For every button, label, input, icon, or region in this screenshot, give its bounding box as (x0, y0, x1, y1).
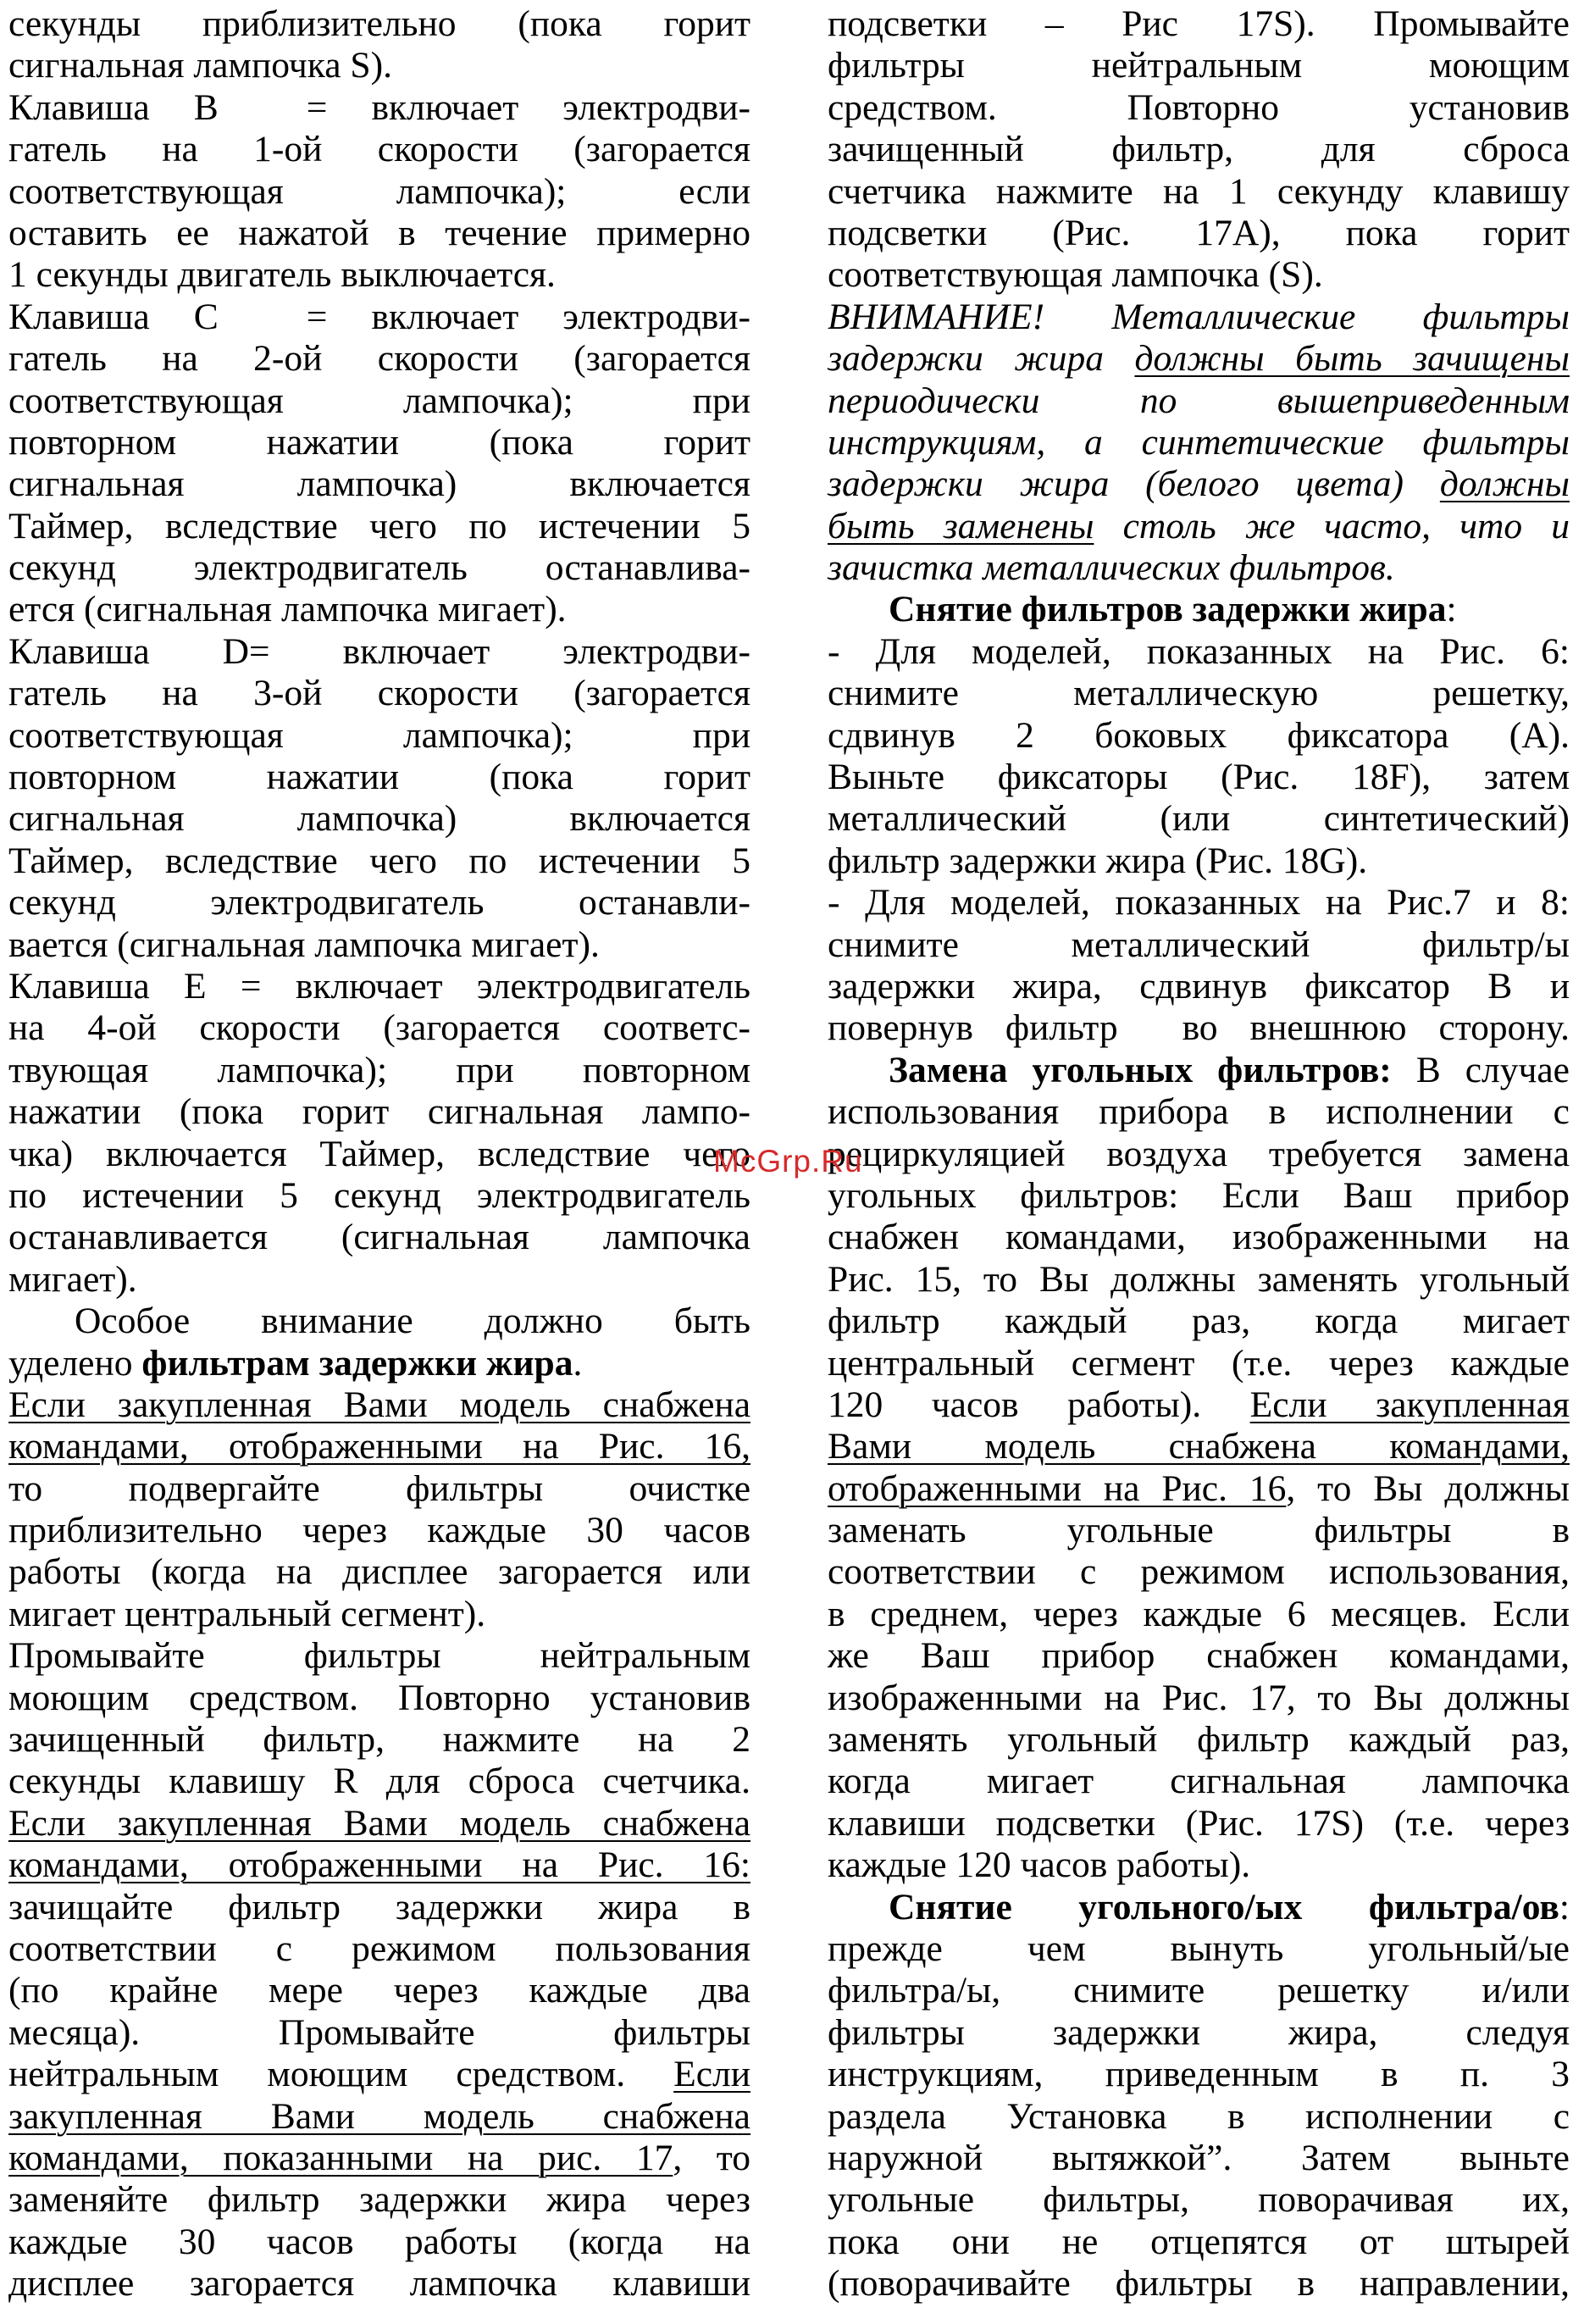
text-line (8, 1343, 750, 1384)
text-segment: пока они не отцепятся от штырей (828, 2221, 1570, 2262)
text-line (8, 2012, 750, 2054)
text-line (828, 798, 1570, 840)
text-line (8, 87, 750, 129)
text-segment: моющим средством. Повторно установив (8, 1677, 750, 1718)
text-segment: счетчика нажмите на 1 секунду клавишу (828, 170, 1570, 212)
text-line (8, 1091, 750, 1133)
text-line (8, 1468, 750, 1510)
text-line (828, 1844, 1570, 1886)
text-line (828, 1594, 1570, 1635)
text-segment: фильтр каждый раз, когда мигает (828, 1301, 1570, 1342)
text-segment: зачистка металлических фильтров. (828, 547, 1395, 589)
text-line (8, 1259, 750, 1301)
text-line (8, 882, 750, 923)
text-line (828, 673, 1570, 714)
text-segment: командами, показанными на рис. 17 (8, 2137, 673, 2178)
text-line (828, 2263, 1570, 2305)
text-segment: то подвергайте фильтры очистке (8, 1467, 750, 1509)
text-line (828, 87, 1570, 129)
text-segment: повторном нажатии (пока горит (8, 421, 750, 463)
text-line (828, 1007, 1570, 1049)
text-line (828, 757, 1570, 798)
text-segment: соответствующая лампочка); если (8, 170, 750, 212)
text-segment: сдвинув 2 боковых фиксатора (A). (828, 714, 1570, 756)
text-segment: изображенными на Рис. 17, то Вы должны (828, 1677, 1570, 1718)
text-line (8, 1970, 750, 2011)
text-segment: . (573, 1342, 583, 1384)
text-line (828, 380, 1570, 422)
text-line (8, 966, 750, 1007)
text-segment: нейтральным моющим средством. (8, 2054, 674, 2095)
text-segment: 1 секунды двигатель выключается. (8, 254, 556, 296)
text-line (828, 1134, 1570, 1175)
text-segment: Рис. 15, то Вы должны заменять угольный (828, 1258, 1570, 1300)
text-line (828, 1301, 1570, 1342)
text-segment: фильтры нейтральным моющим (828, 45, 1570, 86)
text-segment: в среднем, через каждые 6 месяцев. Если (828, 1593, 1570, 1634)
text-line (8, 1928, 750, 1970)
text-segment: заменять угольный фильтр каждый раз, (828, 1719, 1570, 1761)
text-segment: наружной вытяжкой”. Затем выньте (828, 2137, 1570, 2178)
text-segment: фильтры задержки жира, следуя (828, 2011, 1570, 2053)
text-segment: дисплее загорается лампочка клавиши (8, 2263, 750, 2305)
text-line (828, 2096, 1570, 2138)
text-segment: заменяйте фильтр задержки жира через (8, 2179, 750, 2221)
text-segment: Замена угольных фильтров: (889, 1049, 1392, 1090)
text-line (828, 297, 1570, 338)
text-line (828, 506, 1570, 547)
text-segment: мигает центральный сегмент). (8, 1593, 486, 1634)
text-line (828, 254, 1570, 296)
text-segment: прежде чем вынуть угольный/ые (828, 1927, 1570, 1969)
text-segment: соответствующая лампочка); при (8, 380, 750, 421)
text-line (828, 966, 1570, 1007)
text-segment: быть заменены (828, 505, 1094, 546)
text-line (8, 1551, 750, 1593)
text-line (8, 506, 750, 547)
text-segment: чка) включается Таймер, вследствие чего (8, 1133, 750, 1174)
text-line (8, 1719, 750, 1761)
text-line (828, 338, 1570, 380)
text-line (8, 1635, 750, 1677)
text-segment: (по крайне мере через каждые два (8, 1970, 750, 2011)
text-segment: снабжен командами, изображенными на (828, 1217, 1570, 1258)
text-segment: соответствующая лампочка (S). (828, 254, 1323, 296)
text-line (8, 589, 750, 630)
text-line (8, 338, 750, 380)
text-segment: Особое внимание должно быть (75, 1301, 750, 1342)
text-line (8, 798, 750, 840)
text-segment: (поворачивайте фильтры в направлении, (828, 2263, 1570, 2305)
text-line (828, 1510, 1570, 1551)
text-segment: сигнальная лампочка) включается (8, 798, 750, 840)
text-segment: задержки жира (828, 338, 1135, 380)
text-line (828, 463, 1570, 505)
text-segment: Вами модель снабжена командами, (828, 1426, 1570, 1467)
text-segment: вается (сигнальная лампочка мигает). (8, 923, 600, 965)
text-line (828, 2054, 1570, 2095)
text-segment: центральный сегмент (т.е. через каждые (828, 1342, 1570, 1384)
text-segment: угольных фильтров: Если Ваш прибор (828, 1174, 1570, 1216)
text-segment: секунды приблизительно (пока горит (8, 3, 750, 44)
text-segment: Выньте фиксаторы (Рис. 18F), затем (828, 757, 1570, 798)
text-line (8, 45, 750, 86)
right-text-column (828, 3, 1570, 2305)
text-line (8, 129, 750, 170)
text-segment: клавиши подсветки (Рис. 17S) (т.е. через (828, 1802, 1570, 1844)
text-segment: , то (673, 2137, 750, 2178)
text-line (8, 380, 750, 422)
text-line (828, 1175, 1570, 1217)
text-line (8, 1384, 750, 1426)
text-segment: периодически по вышеприведенным (828, 380, 1570, 421)
text-segment: : (1446, 589, 1457, 630)
text-segment: - Для моделей, показанных на Рис. 6: (828, 630, 1570, 672)
text-segment: соответствующая лампочка); при (8, 714, 750, 756)
text-segment: когда мигает сигнальная лампочка (828, 1761, 1570, 1802)
text-line (8, 2263, 750, 2305)
text-segment: каждые 120 часов работы). (828, 1844, 1251, 1886)
text-line (8, 1678, 750, 1719)
text-segment: зачищайте фильтр задержки жира в (8, 1886, 750, 1927)
text-segment: задержки жира (белого цвета) (828, 463, 1440, 505)
text-segment: заменать угольные фильтры в (828, 1510, 1570, 1551)
text-line (8, 1175, 750, 1217)
text-segment: Если закупленная Вами модель снабжена (8, 1384, 750, 1425)
text-segment: Клавиша E = включает электродвигатель (8, 965, 750, 1007)
text-segment: подсветки – Рис 17S). Промывайте (828, 3, 1570, 44)
text-segment: снимите металлическую решетку, (828, 673, 1570, 714)
text-line (8, 1761, 750, 1802)
text-segment: соответствии с режимом пользования (8, 1927, 750, 1969)
text-segment: средством. Повторно установив (828, 86, 1570, 128)
text-line (8, 1007, 750, 1049)
text-line (8, 631, 750, 673)
text-line (8, 715, 750, 757)
text-line (828, 1551, 1570, 1593)
text-segment: соответствии с режимом использования, (828, 1551, 1570, 1593)
text-segment: сигнальная лампочка S). (8, 45, 392, 86)
text-line (828, 1803, 1570, 1844)
text-segment: 120 часов работы). (828, 1384, 1250, 1425)
text-segment: ВНИМАНИЕ! Металлические фильтры (828, 296, 1570, 337)
text-line (8, 297, 750, 338)
text-line (8, 2221, 750, 2263)
text-segment: секунды клавишу R для сброса счетчика. (8, 1761, 750, 1802)
text-line (8, 2138, 750, 2179)
text-segment: Снятие фильтров задержки жира (889, 589, 1447, 630)
text-line (828, 1343, 1570, 1384)
text-line (8, 2096, 750, 2138)
text-line (828, 2221, 1570, 2263)
text-segment: инструкциям, а синтетические фильтры (828, 421, 1570, 463)
text-segment: повернув фильтр во внешнюю сторону. (828, 1007, 1570, 1049)
text-segment: рециркуляцией воздуха требуется замена (828, 1133, 1570, 1174)
text-line (8, 673, 750, 714)
text-segment: угольные фильтры, поворачивая их, (828, 2179, 1570, 2221)
text-line (8, 1301, 750, 1342)
text-segment: ется (сигнальная лампочка мигает). (8, 589, 567, 630)
text-line (828, 422, 1570, 463)
text-segment: фильтра/ы, снимите решетку и/или (828, 1970, 1570, 2011)
left-text-column (8, 3, 750, 2305)
text-segment: зачищенный фильтр, для сброса (828, 129, 1570, 170)
watermark: McGrp.Ru (713, 1144, 863, 1179)
text-line (828, 1928, 1570, 1970)
text-segment: В случае (1391, 1049, 1570, 1090)
text-segment: мигает). (8, 1258, 137, 1300)
text-line (828, 1259, 1570, 1301)
text-segment: использования прибора в исполнении с (828, 1091, 1570, 1133)
text-line (828, 715, 1570, 757)
text-segment: фильтр задержки жира (Рис. 18G). (828, 840, 1368, 881)
text-line (828, 1635, 1570, 1677)
text-segment: Клавиша B = включает электродви- (8, 86, 750, 128)
text-line (828, 1217, 1570, 1258)
text-segment: Таймер, вследствие чего по истечении 5 (8, 505, 750, 546)
text-segment: Снятие угольного/ых фильтра/ов (889, 1886, 1559, 1927)
text-segment: задержки жира, сдвинув фиксатор B и (828, 965, 1570, 1007)
text-line (8, 1426, 750, 1467)
text-segment: фильтрам задержки жира (141, 1342, 573, 1384)
text-line (8, 1594, 750, 1635)
text-line (828, 45, 1570, 86)
text-segment: нажатии (пока горит сигнальная лампо- (8, 1091, 750, 1133)
text-line (8, 1217, 750, 1258)
text-line (828, 1678, 1570, 1719)
text-line (8, 757, 750, 798)
text-line (8, 2054, 750, 2095)
text-segment: должны (1439, 463, 1570, 505)
text-line (8, 254, 750, 296)
text-line (828, 589, 1570, 630)
text-segment: повторном нажатии (пока горит (8, 757, 750, 798)
text-segment: зачищенный фильтр, нажмите на 2 (8, 1719, 750, 1761)
text-line (828, 129, 1570, 170)
text-segment: гатель на 2-ой скорости (загорается (8, 338, 750, 380)
text-line (8, 422, 750, 463)
text-line (8, 1844, 750, 1886)
text-segment: приблизительно через каждые 30 часов (8, 1510, 750, 1551)
text-line (8, 463, 750, 505)
text-segment: оставить ее нажатой в течение примерно (8, 212, 750, 253)
text-line (828, 840, 1570, 882)
text-line (828, 1426, 1570, 1467)
text-segment: работы (когда на дисплее загорается или (8, 1551, 750, 1593)
text-line (828, 1970, 1570, 2011)
text-line (8, 547, 750, 589)
text-segment: на 4-ой скорости (загорается соответс- (8, 1007, 750, 1049)
text-line (828, 1050, 1570, 1091)
text-segment: снимите металлический фильтр/ы (828, 923, 1570, 965)
text-segment: подсветки (Рис. 17A), пока горит (828, 212, 1570, 253)
text-segment: секунд электродвигатель останавлива- (8, 547, 750, 589)
text-line (828, 924, 1570, 966)
text-segment: гатель на 1-ой скорости (загорается (8, 129, 750, 170)
text-segment: отображенными на Рис. 16 (828, 1467, 1287, 1509)
text-segment: : (1559, 1886, 1570, 1927)
text-segment: секунд электродвигатель останавли- (8, 882, 750, 923)
text-line (828, 3, 1570, 45)
text-line (828, 1761, 1570, 1802)
text-segment: твующая лампочка); при повторном (8, 1049, 750, 1090)
text-segment: же Ваш прибор снабжен командами, (828, 1635, 1570, 1677)
text-segment: Клавиша C = включает электродви- (8, 296, 750, 337)
text-segment: Если закупленная Вами модель снабжена (8, 1802, 750, 1844)
text-segment: командами, отображенными на Рис. 16, (8, 1426, 750, 1467)
text-segment: столь же часто, что и (1094, 505, 1570, 546)
text-line (8, 1510, 750, 1551)
text-line (828, 882, 1570, 923)
text-line (828, 1468, 1570, 1510)
text-line (8, 1887, 750, 1928)
text-segment: - Для моделей, показанных на Рис.7 и 8: (828, 882, 1570, 923)
text-line (8, 171, 750, 213)
text-line (8, 924, 750, 966)
text-line (8, 3, 750, 45)
text-line (828, 1384, 1570, 1426)
text-line (8, 1134, 750, 1175)
text-line (8, 840, 750, 882)
text-segment: раздела Установка в исполнении с (828, 2095, 1570, 2137)
text-segment: , то Вы должны (1286, 1467, 1570, 1509)
text-line (828, 213, 1570, 254)
text-segment: Если закупленная (1249, 1384, 1570, 1425)
text-line (828, 2179, 1570, 2221)
text-segment: уделено (8, 1342, 142, 1384)
text-line (8, 213, 750, 254)
text-segment: инструкциям, приведенным в п. 3 (828, 2054, 1570, 2095)
text-line (8, 1050, 750, 1091)
text-segment: сигнальная лампочка) включается (8, 463, 750, 505)
text-line (828, 171, 1570, 213)
text-line (828, 547, 1570, 589)
text-line (8, 2179, 750, 2221)
text-segment: закупленная Вами модель снабжена (8, 2095, 750, 2137)
text-segment: должны быть зачищены (1134, 338, 1570, 380)
text-segment: Промывайте фильтры нейтральным (8, 1635, 750, 1677)
text-segment: гатель на 3-ой скорости (загорается (8, 673, 750, 714)
text-line (828, 1091, 1570, 1133)
text-segment: Клавиша D= включает электродви- (8, 630, 750, 672)
text-line (828, 1719, 1570, 1761)
text-segment: металлический (или синтетический) (828, 798, 1570, 840)
text-segment: останавливается (сигнальная лампочка (8, 1217, 750, 1258)
text-segment: месяца). Промывайте фильтры (8, 2011, 750, 2053)
text-line (828, 1887, 1570, 1928)
text-line (828, 2138, 1570, 2179)
text-segment: Таймер, вследствие чего по истечении 5 (8, 840, 750, 881)
text-line (828, 2012, 1570, 2054)
text-segment: Если (673, 2054, 750, 2095)
text-line (828, 631, 1570, 673)
text-segment: командами, отображенными на Рис. 16: (8, 1844, 750, 1886)
text-segment: каждые 30 часов работы (когда на (8, 2221, 750, 2262)
text-line (8, 1803, 750, 1844)
text-segment: по истечении 5 секунд электродвигатель (8, 1174, 750, 1216)
